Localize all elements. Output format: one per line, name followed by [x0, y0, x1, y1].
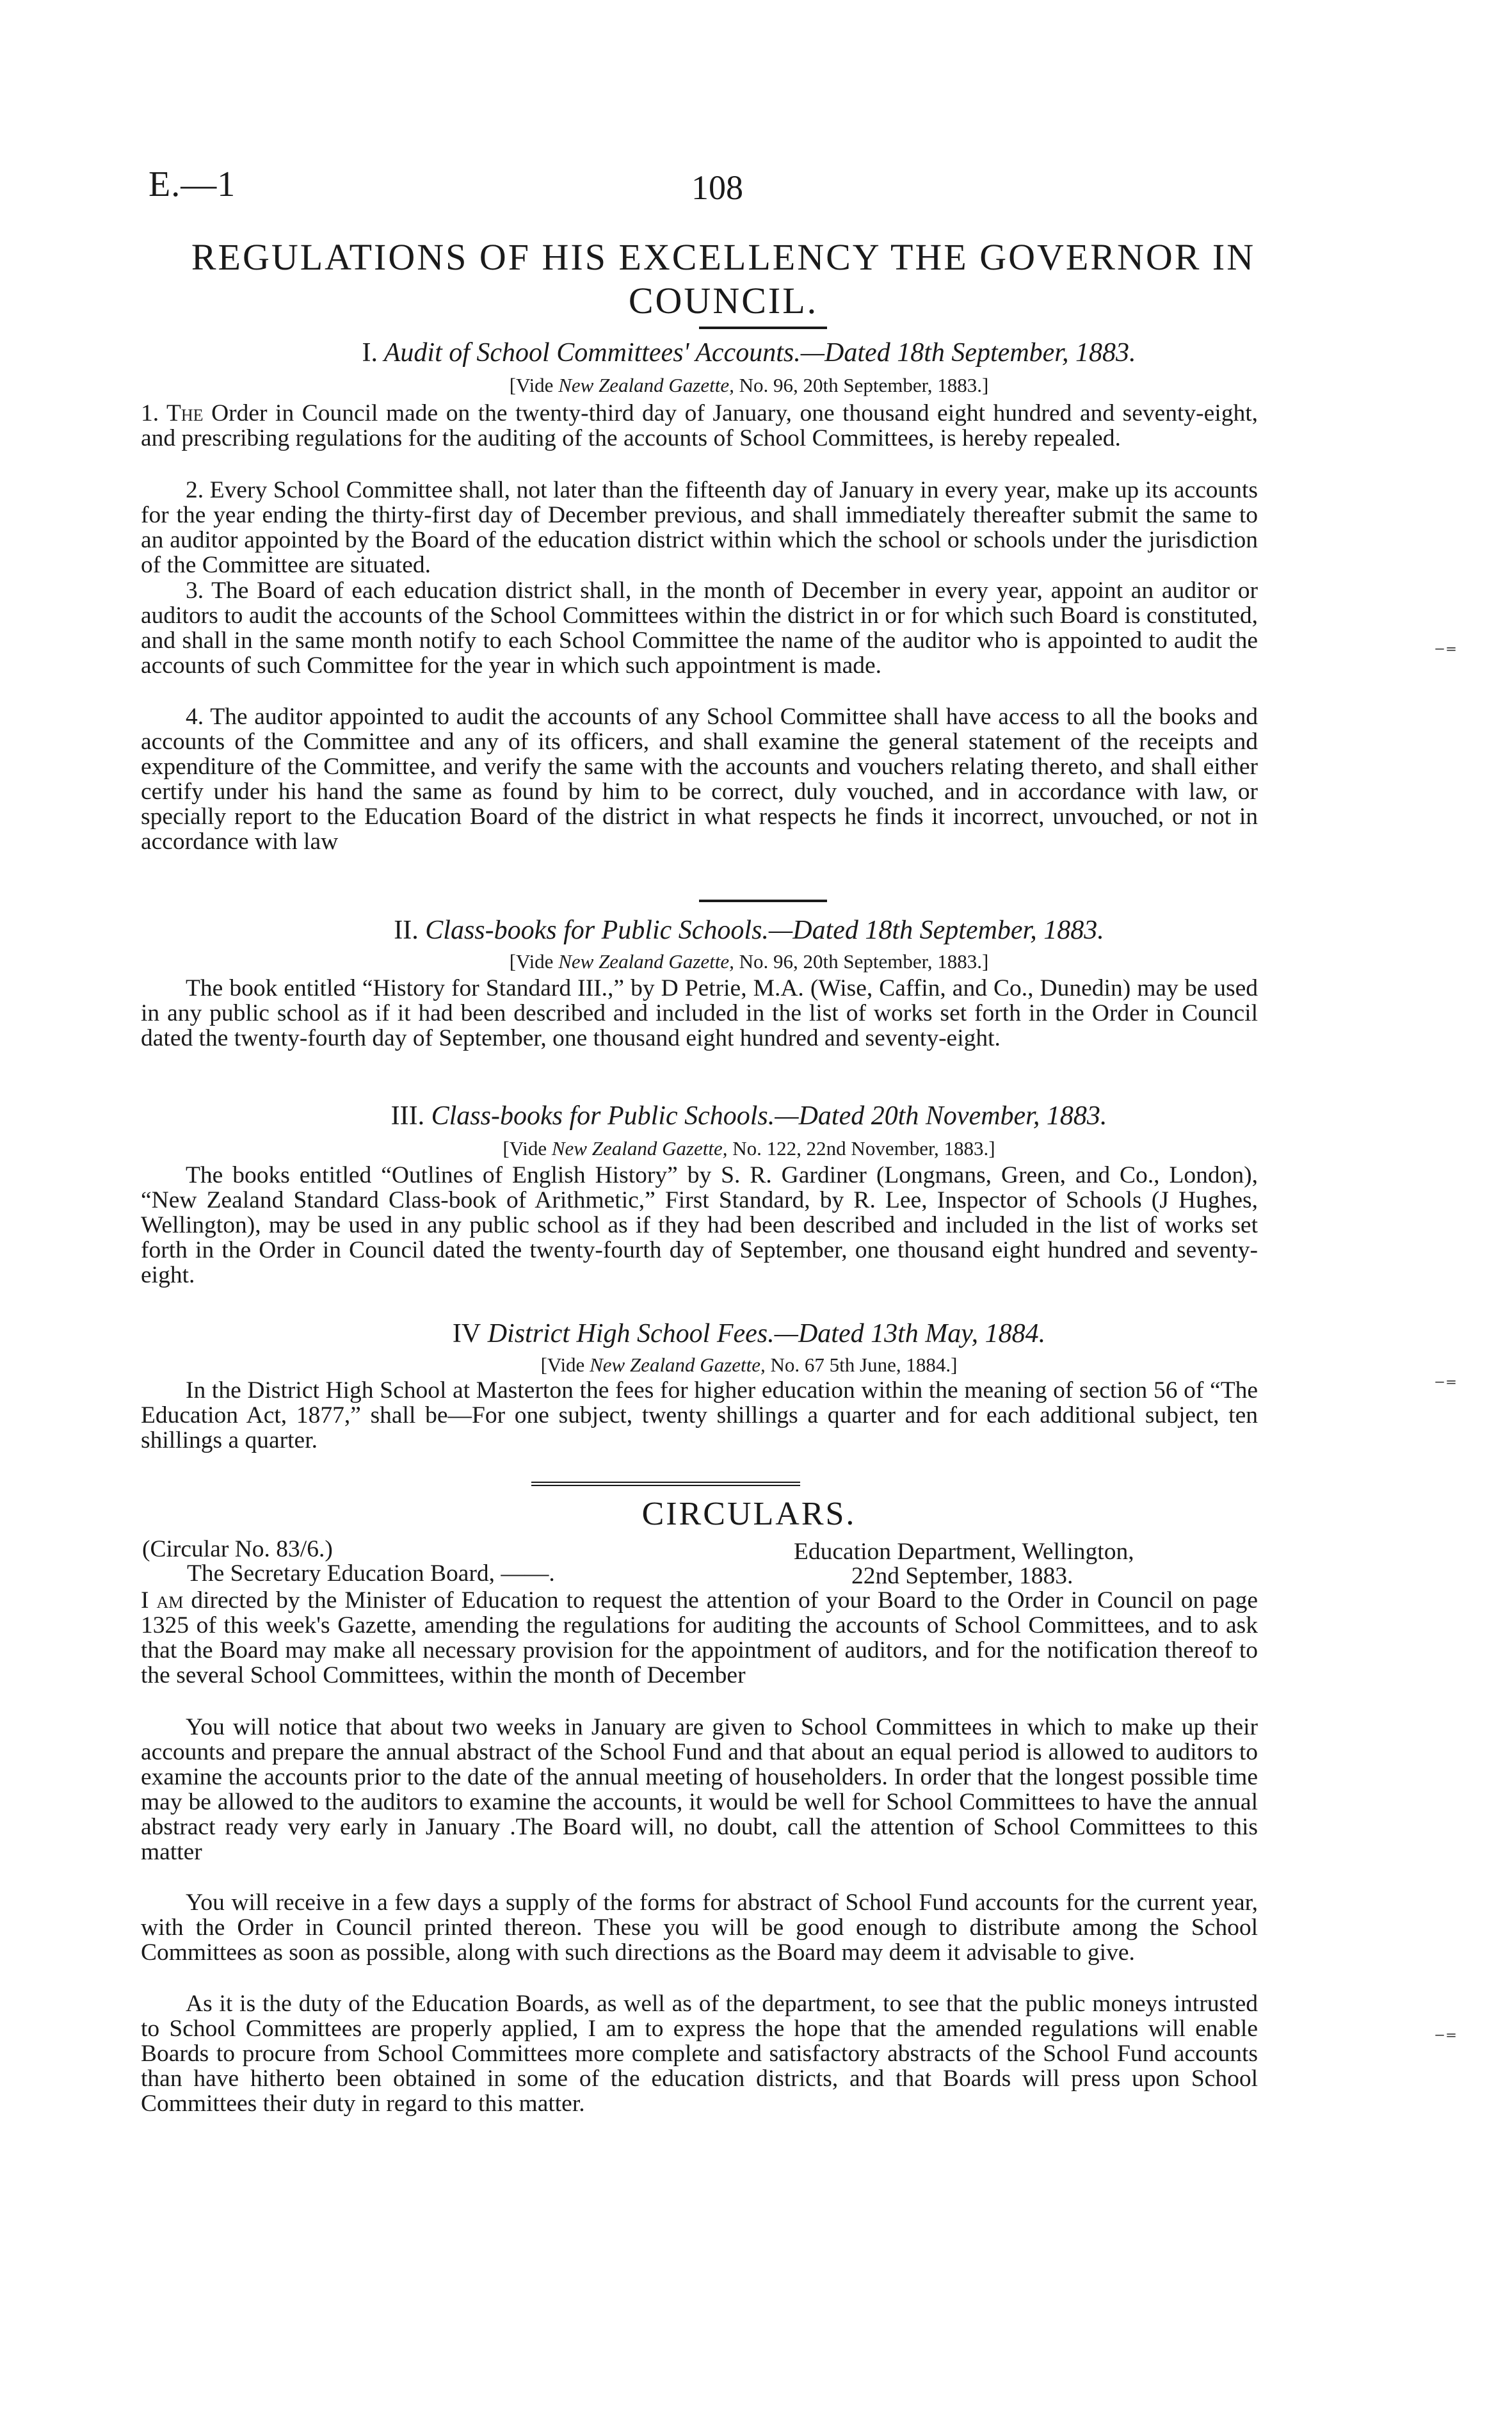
section-heading: Class-books for Public Schools.—Dated 18th September, 1883. — [425, 916, 1104, 945]
circulars-rule — [531, 1482, 800, 1486]
vide-reference: No. 122, 22nd November, 1883.] — [732, 1137, 995, 1160]
paragraph: You will notice that about two weeks in January are given to School Committees in which to make up their accounts and prepare the annual abstract of the School Fund and that about an equal period is allowed to auditors to examine the accounts prior to the date of the annual meeting of householders. In order that the longest possible time may be allowed to the auditors to examine the accounts, it would be well for School Committees to have the annual abstract ready very early in January .The Board will, no doubt, call the attention of School Committees to this matter — [141, 1714, 1258, 1865]
circulars-heading: CIRCULARS. — [641, 1496, 857, 1532]
section-number: III. — [390, 1101, 425, 1131]
section-1-vide — [141, 374, 1357, 397]
vide-gazette: New Zealand Gazette, — [558, 374, 734, 396]
section-number: IV — [452, 1319, 481, 1348]
margin-mark: ⁻⁼ — [1434, 640, 1457, 666]
paragraph-lead: I am — [141, 1587, 184, 1614]
paragraph: As it is the duty of the Education Boards, as well as of the department, to see that the public moneys intrusted to School Committees are properly applied, I am to express the hope that the amended regulations will enable Boards to procure from School Committees more complete and satisfactory abstracts of the School Fund accounts than have hitherto been obtained in some of the education districts, and that Boards will press upon School Committees their duty in regard to this matter. — [141, 1991, 1258, 2117]
vide-gazette: New Zealand Gazette, — [590, 1354, 766, 1376]
margin-mark: ⁻⁼ — [1434, 2026, 1457, 2052]
section-4-vide — [141, 1354, 1357, 1377]
document-code: E.—1 — [149, 165, 236, 204]
paragraph: 3. The Board of each education district shall, in the month of December in every year, appoint an auditor or auditors to audit the accounts of the School Committees within the district in or for which such Board is constituted, and shall in the same month notify to each School Committee the name of the auditor who is appointed to audit the accounts of such Committee for the year in which such appointment is made. — [141, 578, 1258, 679]
paragraph: In the District High School at Masterton the fees for higher education within the meaning of section 56 of “The Education Act, 1877,” shall be—For one subject, twenty shillings a quarter and for each additional subject, ten shillings a quarter. — [141, 1377, 1258, 1453]
vide-prefix: [Vide — [509, 374, 554, 396]
margin-mark: ⁻⁼ — [1434, 1373, 1457, 1399]
section-number: I. — [362, 338, 378, 368]
circular-addressee: The Secretary Education Board, ——. — [187, 1560, 555, 1587]
section-heading: District High School Fees.—Dated 13th May, 1884. — [487, 1319, 1046, 1348]
vide-reference: No. 96, 20th September, 1883.] — [739, 374, 989, 396]
paragraph-lead: 1. The — [141, 400, 204, 426]
vide-prefix: [Vide — [509, 950, 554, 973]
circular-number: (Circular No. 83/6.) — [142, 1536, 333, 1562]
section-number: II. — [394, 916, 419, 945]
section-1-title — [141, 337, 1357, 369]
section-2-title — [141, 914, 1357, 946]
paragraph: The book entitled “History for Standard III.,” by D Petrie, M.A. (Wise, Caffin, and Co., Dunedin) may be used in any public school as if it had been described and included in the list of works set forth in the Order in Council dated the twenty-fourth day of September, one thousand eight hundred and seventy-eight. — [141, 975, 1258, 1051]
paragraph — [141, 1588, 1258, 1688]
paragraph: 2. Every School Committee shall, not later than the fifteenth day of January in every year, make up its accounts for the year ending the thirty-first day of December previous, and shall immediately thereafter submit the same to an auditor appointed by the Board of the education district within which the school or schools under the jurisdiction of the Committee are situated. — [141, 477, 1258, 578]
paragraph: 4. The auditor appointed to audit the accounts of any School Committee shall have access to all the books and accounts of the Committee and any of its officers, and shall examine the general statement of the receipts and expenditure of the Committee, and verify the same with the accounts and vouchers relating thereto, and shall either certify under his hand the same as found by him to be correct, duly vouched, and in accordance with law, or specially report to the Education Board of the district in what respects he finds it incorrect, unvouched, or not in accordance with law — [141, 704, 1258, 855]
section-heading: Class-books for Public Schools.—Dated 20th November, 1883. — [431, 1101, 1107, 1131]
vide-reference: No. 67 5th June, 1884.] — [770, 1354, 958, 1376]
vide-gazette: New Zealand Gazette, — [551, 1137, 728, 1160]
section-2-vide — [141, 950, 1357, 973]
paragraph: You will receive in a few days a supply of the forms for abstract of School Fund accounts for the current year, with the Order in Council printed thereon. These you will be good enough to distribute among the School Committees as soon as possible, along with such directions as the Board may deem it advisable to give. — [141, 1889, 1258, 1966]
section-3-title — [141, 1100, 1357, 1132]
title-rule — [699, 327, 827, 329]
circular-date: 22nd September, 1883. — [851, 1563, 1074, 1589]
vide-prefix: [Vide — [540, 1354, 585, 1376]
page-number: 108 — [691, 168, 743, 207]
paragraph-text: directed by the Minister of Education to request the attention of your Board to the Order in Council on page 1325 of this week's Gazette, amending the regulations for auditing the accounts of School Committees, and to ask that the Board may make all necessary provision for the appointment of auditors, and for the notification thereof to the several School Committees, within the month of December — [141, 1587, 1258, 1688]
vide-gazette: New Zealand Gazette, — [558, 950, 734, 973]
section-heading: Audit of School Committees' Accounts.—Dated 18th September, 1883. — [383, 338, 1136, 368]
vide-prefix: [Vide — [503, 1137, 547, 1160]
page-title: REGULATIONS OF HIS EXCELLENCY THE GOVERNOR IN COUNCIL. — [191, 236, 1256, 321]
paragraph-text: Order in Council made on the twenty-third day of January, one thousand eight hundred and seventy-eight, and prescribing regulations for the auditing of the accounts of School Committees, is hereby repealed. — [141, 400, 1259, 451]
paragraph — [141, 401, 1258, 451]
section-rule — [699, 900, 827, 902]
circular-sender: Education Department, Wellington, — [794, 1539, 1134, 1565]
paragraph: The books entitled “Outlines of English History” by S. R. Gardiner (Longmans, Green, and Co., London), “New Zealand Standard Class-book of Arithmetic,” First Standard, by R. Lee, Inspector of Schools (J Hughes, Wellington), may be used in any public school as if they had been described and included in the list of works set forth in the Order in Council dated the twenty-fourth day of September, one thousand eight hundred and seventy-eight. — [141, 1162, 1258, 1288]
vide-reference: No. 96, 20th September, 1883.] — [739, 950, 989, 973]
section-4-title — [141, 1318, 1357, 1350]
section-3-vide — [141, 1137, 1357, 1160]
